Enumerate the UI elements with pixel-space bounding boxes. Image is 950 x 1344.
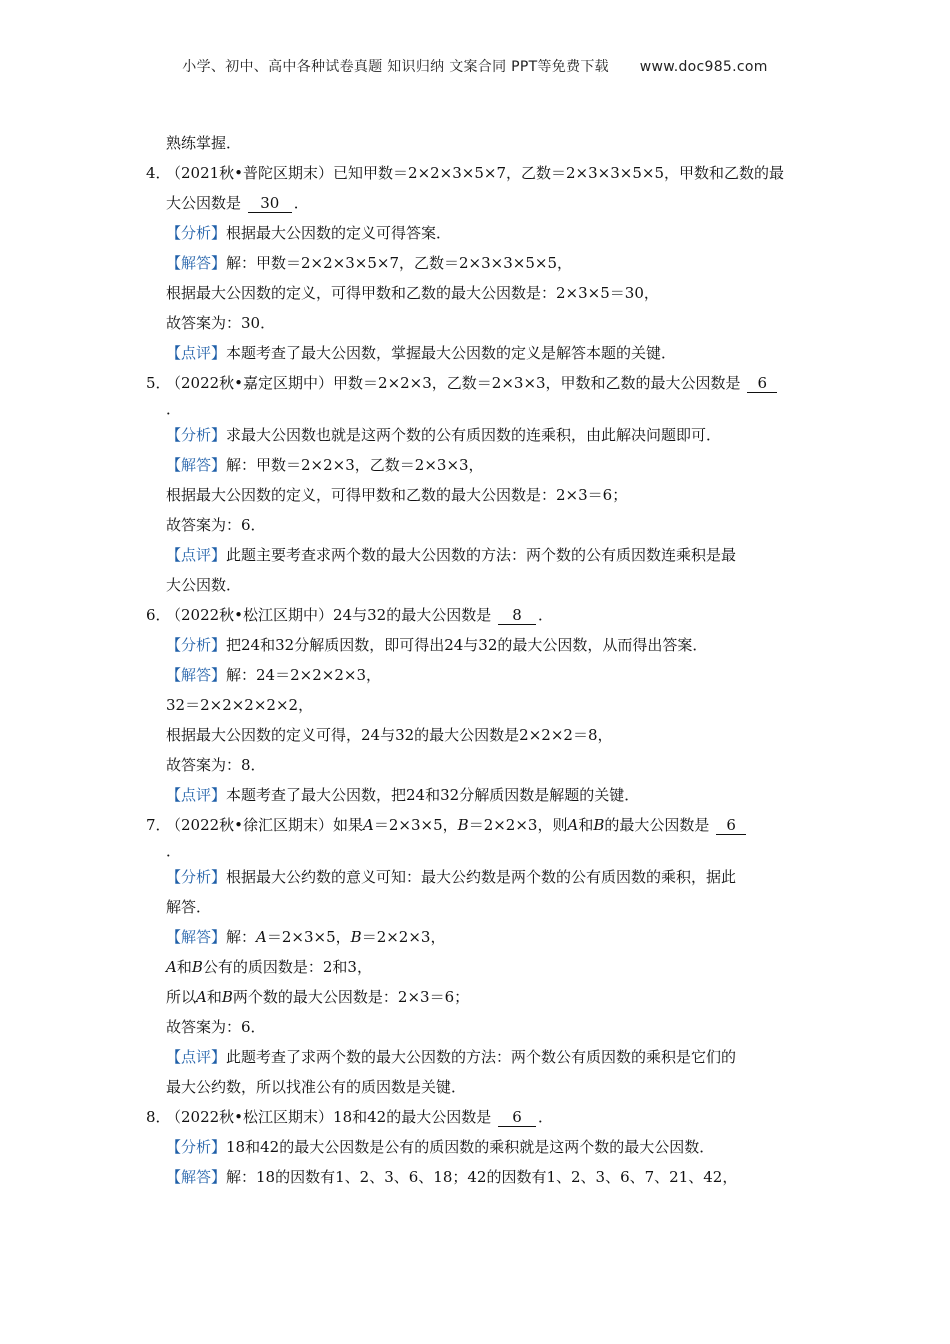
header-text: 小学、初中、高中各种试卷真题 知识归纳 文案合同 PPT等免费下载 — [182, 59, 609, 75]
q6-stem-a: （2022秋•松江区期中）24与32的最大公因数是 — [166, 606, 496, 624]
q7-answer-var-a: A — [256, 928, 267, 946]
q4-stem-b: 大公因数是 — [166, 194, 246, 212]
q6-answer-blank: 8 — [498, 606, 536, 625]
q8-stem-a: （2022秋•松江区期末）18和42的最大公因数是 — [166, 1108, 496, 1126]
answer-tag: 【解答】 — [166, 928, 227, 946]
comment-tag: 【点评】 — [166, 1048, 227, 1066]
q7-answer-3-var-b: B — [221, 988, 233, 1006]
q6-analysis — [0, 630, 950, 660]
q6-analysis-text: 把24和32分解质因数，即可得出24与32的最大公因数，从而得出答案． — [226, 636, 708, 654]
q7-answer-1-post: ＝2×2×3， — [361, 928, 446, 946]
q6-number: 6． — [146, 606, 171, 624]
q5-stem-end: ． — [166, 400, 182, 418]
q4-answer-2: 根据最大公因数的定义，可得甲数和乙数的最大公因数是：2×3×5＝30， — [166, 284, 659, 302]
q4-answer-blank: 30 — [248, 194, 292, 213]
q4-stem — [0, 158, 950, 188]
q4-answer-1: 解：甲数＝2×2×3×5×7，乙数＝2×3×3×5×5， — [226, 254, 572, 272]
q5-answer-2: 根据最大公因数的定义，可得甲数和乙数的最大公因数是：2×3＝6； — [166, 486, 628, 504]
q7-var-b-2: B — [593, 816, 605, 834]
q6-comment — [0, 780, 950, 810]
q7-answer-2-var-a: A — [166, 958, 177, 976]
analysis-tag: 【分析】 — [166, 868, 227, 886]
q6-comment-text: 本题考查了最大公因数，把24和32分解质因数是解题的关键． — [226, 786, 640, 804]
q6-answer-2: 32＝2×2×2×2×2， — [166, 696, 314, 714]
q7-analysis-b: 解答． — [166, 898, 212, 916]
q7-answer-2 — [0, 952, 950, 982]
q4-answer — [0, 248, 950, 278]
q7-answer-3-var-a: A — [196, 988, 207, 1006]
q7-stem-post: 的最大公因数是 — [604, 816, 715, 834]
q7-answer-var-b: B — [350, 928, 362, 946]
answer-tag: 【解答】 — [166, 254, 227, 272]
q6-stem — [0, 600, 950, 630]
q7-stem-mid2: ＝2×2×3，则 — [468, 816, 568, 834]
answer-tag: 【解答】 — [166, 1168, 227, 1186]
q5-number: 5． — [146, 374, 171, 392]
q4-stem-cont — [0, 188, 950, 218]
q6-stem-end: ． — [537, 606, 553, 624]
q8-answer — [0, 1162, 950, 1192]
q8-answer-blank: 6 — [498, 1108, 536, 1127]
q4-answer-3: 故答案为：30． — [166, 314, 276, 332]
q6-answer-1: 解：24＝2×2×2×3， — [226, 666, 381, 684]
q5-answer-1: 解：甲数＝2×2×3，乙数＝2×3×3， — [226, 456, 484, 474]
q7-var-a: A — [363, 816, 374, 834]
q5-answer — [0, 450, 950, 480]
q4-analysis — [0, 218, 950, 248]
comment-tag: 【点评】 — [166, 344, 227, 362]
q7-answer-4: 故答案为：6． — [166, 1018, 266, 1036]
q7-stem-mid1: ＝2×3×5， — [373, 816, 458, 834]
q8-stem-end: ． — [537, 1108, 553, 1126]
q4-comment — [0, 338, 950, 368]
q7-answer — [0, 922, 950, 952]
q4-stem-end: ． — [293, 194, 309, 212]
q7-comment-b: 最大公约数，所以找准公有的质因数是关键． — [166, 1078, 467, 1096]
analysis-tag: 【分析】 — [166, 224, 227, 242]
q7-analysis-a: 根据最大公约数的意义可知：最大公约数是两个数的公有质因数的乘积，据此 — [226, 868, 737, 886]
page-header — [0, 56, 950, 76]
intro-line: 熟练掌握． — [166, 134, 242, 152]
q7-answer-3-and: 和 — [206, 988, 222, 1006]
q7-stem-pre: （2022秋•徐汇区期末）如果 — [166, 816, 364, 834]
q8-answer-1: 解：18的因数有1、2、3、6、18；42的因数有1、2、3、6、7、21、42， — [226, 1168, 738, 1186]
analysis-tag: 【分析】 — [166, 636, 227, 654]
q7-answer-blank: 6 — [716, 816, 746, 835]
q6-answer — [0, 660, 950, 690]
q7-var-a-2: A — [567, 816, 579, 834]
q7-stem-and: 和 — [578, 816, 594, 834]
q7-answer-3-post: 两个数的最大公因数是：2×3＝6； — [232, 988, 470, 1006]
q7-comment — [0, 1042, 950, 1072]
q8-number: 8． — [146, 1108, 171, 1126]
answer-tag: 【解答】 — [166, 456, 227, 474]
q7-stem — [0, 810, 950, 840]
comment-tag: 【点评】 — [166, 546, 227, 564]
q6-answer-3: 根据最大公因数的定义可得，24与32的最大公因数是2×2×2＝8， — [166, 726, 613, 744]
q4-analysis-text: 根据最大公因数的定义可得答案． — [226, 224, 452, 242]
q7-answer-3-pre: 所以 — [166, 988, 197, 1006]
q7-number: 7． — [146, 816, 171, 834]
q7-answer-1-mid: ＝2×3×5， — [266, 928, 351, 946]
q7-answer-3 — [0, 982, 950, 1012]
q7-answer-2-post: 公有的质因数是：2和3， — [202, 958, 372, 976]
document-body — [0, 128, 950, 1192]
q5-answer-3: 故答案为：6． — [166, 516, 266, 534]
q7-answer-2-var-b: B — [191, 958, 203, 976]
q5-comment-b: 大公因数． — [166, 576, 242, 594]
q4-number: 4． — [146, 164, 171, 182]
q6-answer-4: 故答案为：8． — [166, 756, 266, 774]
q5-analysis-text: 求最大公因数也就是这两个数的公有质因数的连乘积，由此解决问题即可． — [226, 426, 722, 444]
analysis-tag: 【分析】 — [166, 1138, 227, 1156]
q7-stem-end: ． — [166, 842, 182, 860]
q7-analysis — [0, 862, 950, 892]
q7-answer-1-pre: 解： — [226, 928, 257, 946]
q8-stem — [0, 1102, 950, 1132]
q4-comment-text: 本题考查了最大公因数，掌握最大公因数的定义是解答本题的关键． — [226, 344, 677, 362]
q8-analysis-text: 18和42的最大公因数是公有的质因数的乘积就是这两个数的最大公因数． — [226, 1138, 715, 1156]
analysis-tag: 【分析】 — [166, 426, 227, 444]
q7-comment-a: 此题考查了求两个数的最大公因数的方法：两个数公有质因数的乘积是它们的 — [226, 1048, 737, 1066]
q5-comment-a: 此题主要考查求两个数的最大公因数的方法：两个数的公有质因数连乘积是最 — [226, 546, 737, 564]
header-url[interactable]: www.doc985.com — [639, 59, 768, 75]
q4-stem-a: （2021秋•普陀区期末）已知甲数＝2×2×3×5×7，乙数＝2×3×3×5×5，甲数和乙数的最 — [166, 164, 785, 182]
comment-tag: 【点评】 — [166, 786, 227, 804]
q5-analysis — [0, 420, 950, 450]
q5-comment — [0, 540, 950, 570]
q5-answer-blank: 6 — [747, 374, 777, 393]
q7-var-b: B — [457, 816, 469, 834]
answer-tag: 【解答】 — [166, 666, 227, 684]
q7-answer-2-and: 和 — [176, 958, 192, 976]
q5-stem — [0, 368, 950, 398]
q5-stem-a: （2022秋•嘉定区期中）甲数＝2×2×3，乙数＝2×3×3，甲数和乙数的最大公因数是 — [166, 374, 746, 392]
q8-analysis — [0, 1132, 950, 1162]
